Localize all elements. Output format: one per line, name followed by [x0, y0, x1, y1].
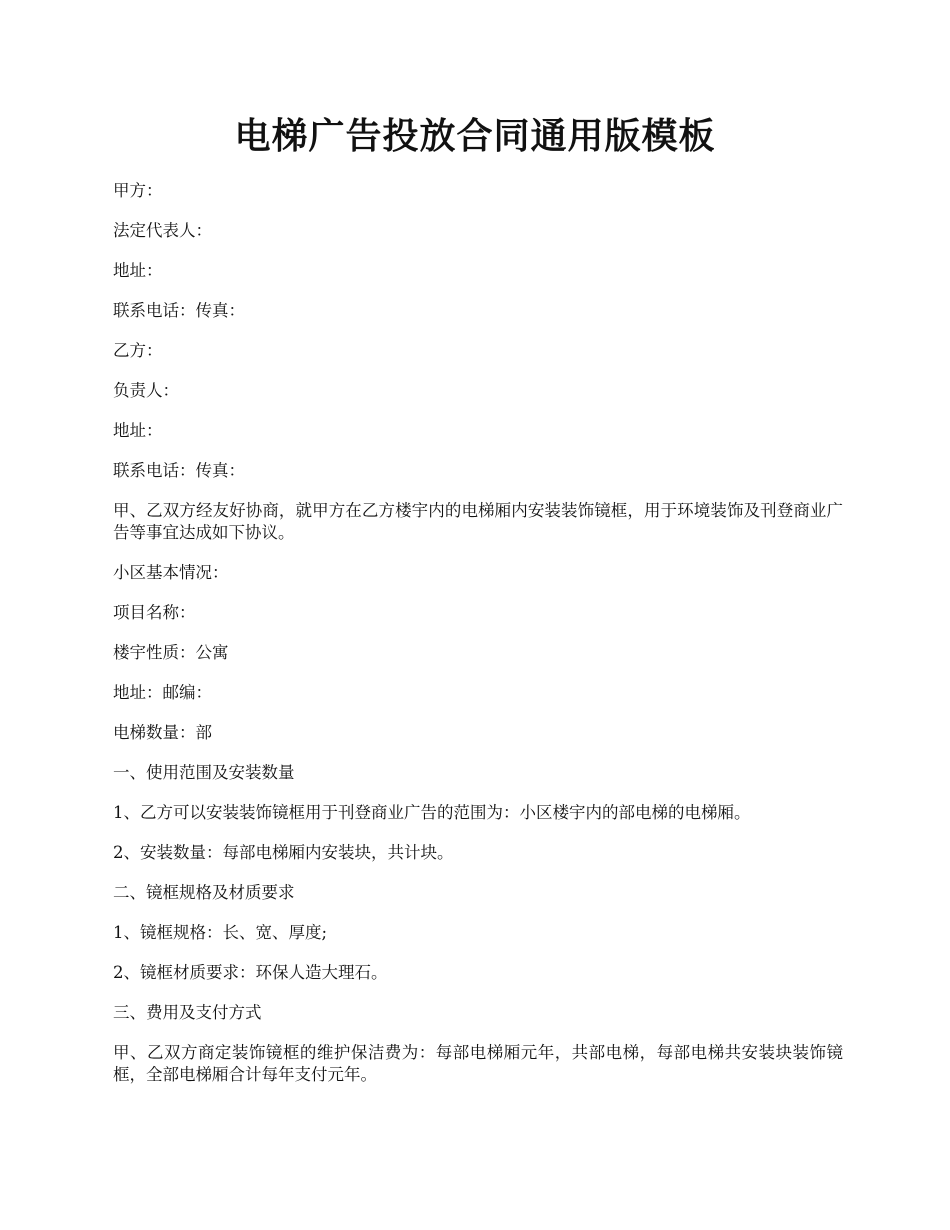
section-2-item-2: 2、镜框材质要求：环保人造大理石。 [113, 963, 388, 982]
agreement-intro-paragraph: 甲、乙双方经友好协商，就甲方在乙方楼宇内的电梯厢内安装装饰镜框，用于环境装饰及刊登商业广告等事宜达成如下协议。 [113, 501, 843, 542]
party-b-address-line: 地址： [113, 421, 163, 440]
document-title: 电梯广告投放合同通用版模板 [234, 116, 716, 157]
party-a-line: 甲方： [113, 181, 163, 200]
party-a-contact-line: 联系电话：传真： [113, 301, 245, 320]
section-3-paragraph: 甲、乙双方商定装饰镜框的维护保洁费为：每部电梯厢元年，共部电梯，每部电梯共安装块装饰镜框，全部电梯厢合计每年支付元年。 [113, 1043, 843, 1084]
section-2-item-1: 1、镜框规格：长、宽、厚度; [113, 923, 328, 942]
section-1-item-1: 1、乙方可以安装装饰镜框用于刊登商业广告的范围为：小区楼宇内的部电梯的电梯厢。 [113, 803, 751, 822]
community-info-heading: 小区基本情况： [113, 563, 229, 582]
project-name-line: 项目名称： [113, 603, 196, 622]
section-2-heading: 二、镜框规格及材质要求 [113, 883, 295, 902]
legal-representative-line: 法定代表人： [113, 221, 212, 240]
section-3-heading: 三、费用及支付方式 [113, 1003, 262, 1022]
document-body [113, 180, 843, 1104]
party-b-line: 乙方： [113, 341, 163, 360]
party-b-contact-line: 联系电话：传真： [113, 461, 245, 480]
party-a-address-line: 地址： [113, 261, 163, 280]
responsible-person-line: 负责人： [113, 381, 179, 400]
section-1-item-2: 2、安装数量：每部电梯厢内安装块，共计块。 [113, 843, 454, 862]
building-type-line: 楼宇性质：公寓 [113, 643, 229, 662]
section-1-heading: 一、使用范围及安装数量 [113, 763, 295, 782]
address-postcode-line: 地址：邮编： [113, 683, 212, 702]
elevator-count-line: 电梯数量：部 [113, 723, 212, 742]
